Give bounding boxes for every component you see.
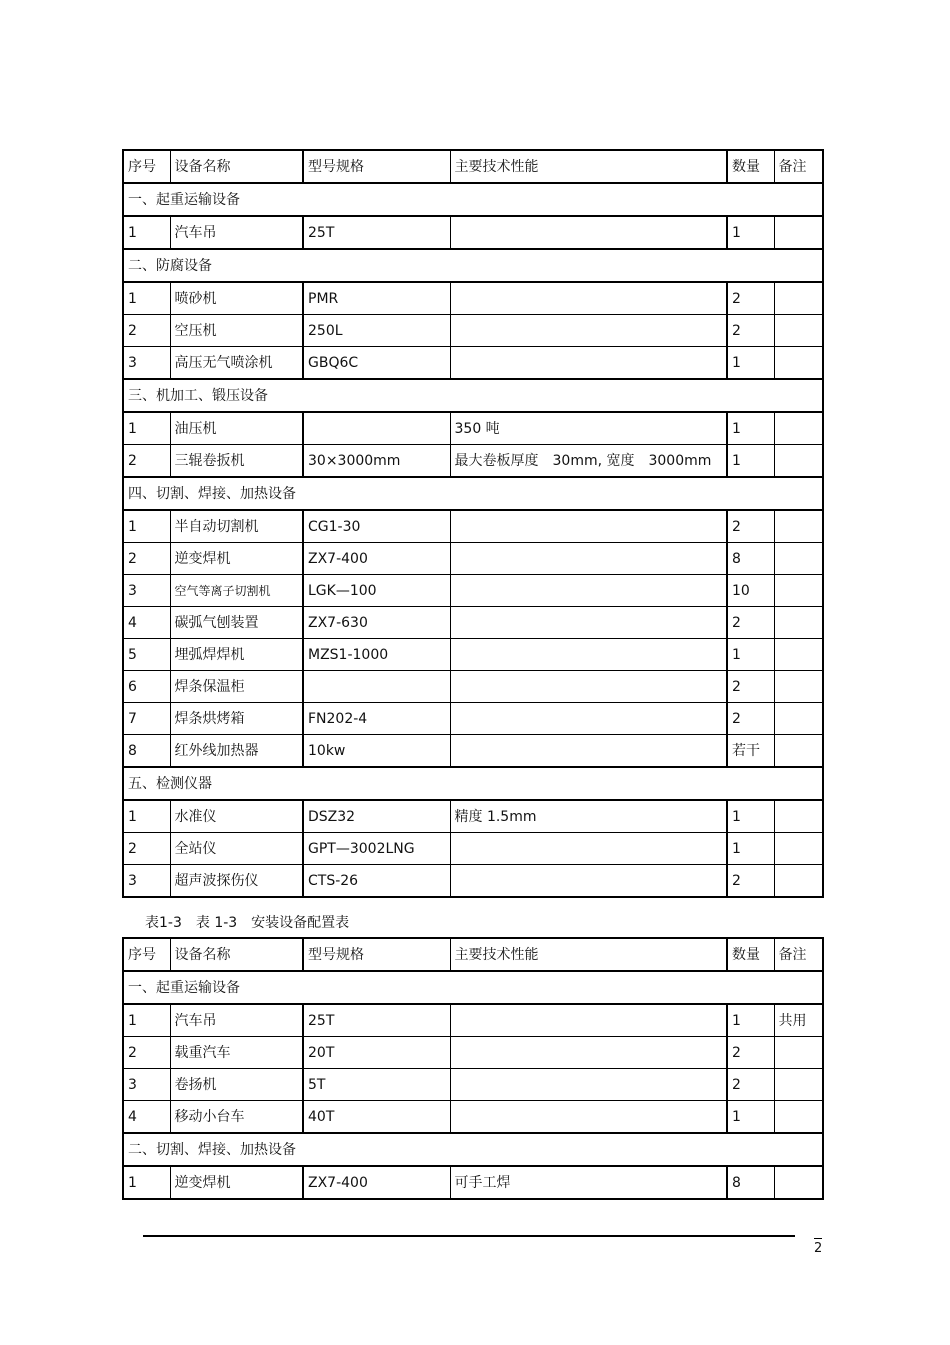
header-row xyxy=(123,150,823,183)
spec-cell: 可手工焊 xyxy=(450,1166,727,1199)
header-row xyxy=(123,938,823,971)
spec-cell xyxy=(450,1101,727,1134)
qty-cell: 2 xyxy=(727,315,774,347)
section-row xyxy=(123,767,823,800)
remark-cell xyxy=(774,510,823,543)
remark-cell xyxy=(774,1037,823,1069)
name-cell: 喷砂机 xyxy=(170,282,303,315)
model-cell: PMR xyxy=(303,282,450,315)
qty-cell: 1 xyxy=(727,639,774,671)
spec-cell xyxy=(450,1069,727,1101)
qty-cell: 1 xyxy=(727,800,774,833)
table-row xyxy=(123,1037,823,1069)
table-row xyxy=(123,510,823,543)
spec-cell: 精度 1.5mm xyxy=(450,800,727,833)
remark-cell xyxy=(774,865,823,898)
name-cell: 焊条烘烤箱 xyxy=(170,703,303,735)
seq-cell: 3 xyxy=(123,865,170,898)
qty-cell: 8 xyxy=(727,543,774,575)
header-seq-cell: 序号 xyxy=(123,938,170,971)
remark-cell xyxy=(774,1166,823,1199)
header-remark-cell: 备注 xyxy=(774,938,823,971)
name-cell: 汽车吊 xyxy=(170,1004,303,1037)
qty-cell: 1 xyxy=(727,1101,774,1134)
qty-cell: 2 xyxy=(727,1037,774,1069)
seq-cell: 5 xyxy=(123,639,170,671)
remark-cell xyxy=(774,412,823,445)
remark-cell xyxy=(774,543,823,575)
name-cell: 三辊卷扳机 xyxy=(170,445,303,478)
footer-rule xyxy=(143,1235,795,1237)
seq-cell: 7 xyxy=(123,703,170,735)
qty-cell: 10 xyxy=(727,575,774,607)
model-cell: DSZ32 xyxy=(303,800,450,833)
qty-cell: 若干 xyxy=(727,735,774,768)
qty-cell: 1 xyxy=(727,412,774,445)
header-spec-cell: 主要技术性能 xyxy=(450,938,727,971)
qty-cell: 1 xyxy=(727,347,774,380)
remark-cell xyxy=(774,445,823,478)
table-row xyxy=(123,347,823,380)
table-row xyxy=(123,216,823,249)
model-cell: 250L xyxy=(303,315,450,347)
qty-cell: 1 xyxy=(727,833,774,865)
remark-cell xyxy=(774,833,823,865)
table-row xyxy=(123,800,823,833)
remark-cell: 共用 xyxy=(774,1004,823,1037)
remark-cell xyxy=(774,703,823,735)
page-number: 2 xyxy=(814,1238,822,1257)
table-row xyxy=(123,735,823,768)
model-cell xyxy=(303,671,450,703)
model-cell: 20T xyxy=(303,1037,450,1069)
table-row xyxy=(123,639,823,671)
spec-cell: 350 吨 xyxy=(450,412,727,445)
table-row xyxy=(123,1101,823,1134)
table-row xyxy=(123,1166,823,1199)
header-model-cell: 型号规格 xyxy=(303,938,450,971)
header-name-cell: 设备名称 xyxy=(170,150,303,183)
qty-cell: 2 xyxy=(727,607,774,639)
qty-cell: 2 xyxy=(727,671,774,703)
section-row xyxy=(123,1133,823,1166)
remark-cell xyxy=(774,639,823,671)
spec-cell xyxy=(450,735,727,768)
model-cell: GBQ6C xyxy=(303,347,450,380)
header-qty-cell: 数量 xyxy=(727,938,774,971)
remark-cell xyxy=(774,575,823,607)
qty-cell: 1 xyxy=(727,1004,774,1037)
name-cell: 水准仪 xyxy=(170,800,303,833)
section-title: 四、切割、焊接、加热设备 xyxy=(123,477,823,510)
model-cell: 25T xyxy=(303,1004,450,1037)
table-row xyxy=(123,703,823,735)
seq-cell: 2 xyxy=(123,833,170,865)
section-title: 二、防腐设备 xyxy=(123,249,823,282)
qty-cell: 2 xyxy=(727,282,774,315)
header-model-cell: 型号规格 xyxy=(303,150,450,183)
qty-cell: 2 xyxy=(727,1069,774,1101)
section-title: 二、切割、焊接、加热设备 xyxy=(123,1133,823,1166)
table-row xyxy=(123,865,823,898)
name-cell: 逆变焊机 xyxy=(170,543,303,575)
remark-cell xyxy=(774,216,823,249)
seq-cell: 3 xyxy=(123,347,170,380)
table-caption: 表1-3 表 1-3 安装设备配置表 xyxy=(145,915,350,931)
seq-cell: 1 xyxy=(123,800,170,833)
seq-cell: 1 xyxy=(123,216,170,249)
table-row xyxy=(123,1069,823,1101)
name-cell: 汽车吊 xyxy=(170,216,303,249)
header-qty-cell: 数量 xyxy=(727,150,774,183)
spec-cell: 最大卷板厚度 30mm, 宽度 3000mm xyxy=(450,445,727,478)
qty-cell: 1 xyxy=(727,216,774,249)
section-row xyxy=(123,249,823,282)
model-cell: MZS1-1000 xyxy=(303,639,450,671)
seq-cell: 1 xyxy=(123,1166,170,1199)
remark-cell xyxy=(774,315,823,347)
seq-cell: 2 xyxy=(123,1037,170,1069)
table-row xyxy=(123,315,823,347)
name-cell: 埋弧焊焊机 xyxy=(170,639,303,671)
spec-cell xyxy=(450,543,727,575)
model-cell: FN202-4 xyxy=(303,703,450,735)
name-cell: 空压机 xyxy=(170,315,303,347)
table-row xyxy=(123,282,823,315)
remark-cell xyxy=(774,800,823,833)
table-row xyxy=(123,671,823,703)
table-row xyxy=(123,607,823,639)
seq-cell: 2 xyxy=(123,315,170,347)
seq-cell: 1 xyxy=(123,1004,170,1037)
equipment-table-1 xyxy=(122,149,824,898)
remark-cell xyxy=(774,1101,823,1134)
seq-cell: 4 xyxy=(123,1101,170,1134)
name-cell: 焊条保温柜 xyxy=(170,671,303,703)
table-row xyxy=(123,1004,823,1037)
model-cell: CG1-30 xyxy=(303,510,450,543)
model-cell: 30×3000mm xyxy=(303,445,450,478)
remark-cell xyxy=(774,671,823,703)
header-remark-cell: 备注 xyxy=(774,150,823,183)
spec-cell xyxy=(450,347,727,380)
name-cell: 全站仪 xyxy=(170,833,303,865)
qty-cell: 2 xyxy=(727,865,774,898)
spec-cell xyxy=(450,1004,727,1037)
model-cell: 25T xyxy=(303,216,450,249)
name-cell: 半自动切割机 xyxy=(170,510,303,543)
remark-cell xyxy=(774,347,823,380)
seq-cell: 2 xyxy=(123,445,170,478)
spec-cell xyxy=(450,833,727,865)
model-cell: LGK—100 xyxy=(303,575,450,607)
table-2-body xyxy=(123,938,823,1199)
model-cell xyxy=(303,412,450,445)
remark-cell xyxy=(774,1069,823,1101)
model-cell: CTS-26 xyxy=(303,865,450,898)
qty-cell: 2 xyxy=(727,510,774,543)
spec-cell xyxy=(450,607,727,639)
equipment-table-2 xyxy=(122,937,824,1200)
table-row xyxy=(123,833,823,865)
section-row xyxy=(123,477,823,510)
name-cell: 超声波探伤仪 xyxy=(170,865,303,898)
model-cell: ZX7-630 xyxy=(303,607,450,639)
table-row xyxy=(123,575,823,607)
qty-cell: 8 xyxy=(727,1166,774,1199)
spec-cell xyxy=(450,671,727,703)
header-seq-cell: 序号 xyxy=(123,150,170,183)
spec-cell xyxy=(450,315,727,347)
name-cell: 移动小台车 xyxy=(170,1101,303,1134)
model-cell: 40T xyxy=(303,1101,450,1134)
name-cell: 油压机 xyxy=(170,412,303,445)
spec-cell xyxy=(450,1037,727,1069)
qty-cell: 2 xyxy=(727,703,774,735)
section-title: 五、检测仪器 xyxy=(123,767,823,800)
seq-cell: 8 xyxy=(123,735,170,768)
seq-cell: 2 xyxy=(123,543,170,575)
seq-cell: 3 xyxy=(123,1069,170,1101)
table-row xyxy=(123,445,823,478)
remark-cell xyxy=(774,282,823,315)
seq-cell: 1 xyxy=(123,282,170,315)
table-row xyxy=(123,412,823,445)
section-row xyxy=(123,379,823,412)
remark-cell xyxy=(774,607,823,639)
model-cell: 5T xyxy=(303,1069,450,1101)
seq-cell: 1 xyxy=(123,412,170,445)
qty-cell: 1 xyxy=(727,445,774,478)
section-title: 一、起重运输设备 xyxy=(123,183,823,216)
name-cell: 高压无气喷涂机 xyxy=(170,347,303,380)
seq-cell: 1 xyxy=(123,510,170,543)
header-name-cell: 设备名称 xyxy=(170,938,303,971)
spec-cell xyxy=(450,639,727,671)
spec-cell xyxy=(450,575,727,607)
name-cell: 载重汽车 xyxy=(170,1037,303,1069)
name-cell: 红外线加热器 xyxy=(170,735,303,768)
spec-cell xyxy=(450,282,727,315)
spec-cell xyxy=(450,703,727,735)
model-cell: 10kw xyxy=(303,735,450,768)
section-title: 三、机加工、锻压设备 xyxy=(123,379,823,412)
section-title: 一、起重运输设备 xyxy=(123,971,823,1004)
name-cell: 卷扬机 xyxy=(170,1069,303,1101)
model-cell: ZX7-400 xyxy=(303,543,450,575)
model-cell: ZX7-400 xyxy=(303,1166,450,1199)
table-row xyxy=(123,543,823,575)
seq-cell: 6 xyxy=(123,671,170,703)
name-cell: 逆变焊机 xyxy=(170,1166,303,1199)
table-1-body xyxy=(123,150,823,897)
header-spec-cell: 主要技术性能 xyxy=(450,150,727,183)
name-cell: 碳弧气刨装置 xyxy=(170,607,303,639)
name-cell: 空气等离子切割机 xyxy=(170,575,303,607)
spec-cell xyxy=(450,510,727,543)
model-cell: GPT—3002LNG xyxy=(303,833,450,865)
section-row xyxy=(123,183,823,216)
section-row xyxy=(123,971,823,1004)
seq-cell: 4 xyxy=(123,607,170,639)
spec-cell xyxy=(450,865,727,898)
seq-cell: 3 xyxy=(123,575,170,607)
remark-cell xyxy=(774,735,823,768)
spec-cell xyxy=(450,216,727,249)
